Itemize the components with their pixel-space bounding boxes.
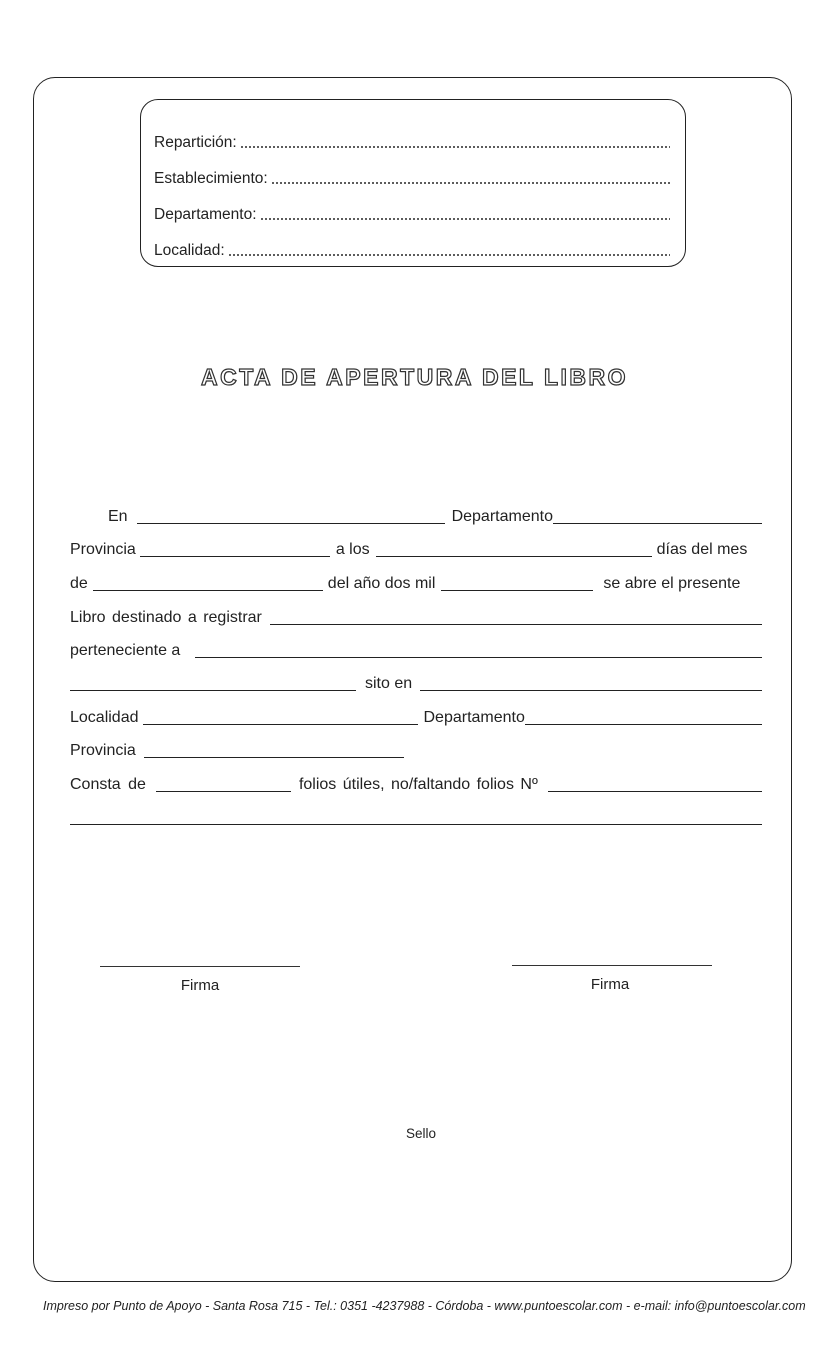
signature-line-right[interactable] bbox=[512, 965, 712, 966]
provincia-blank[interactable] bbox=[140, 555, 330, 557]
folios-faltantes-blank[interactable] bbox=[548, 790, 762, 792]
folios-blank[interactable] bbox=[156, 790, 291, 792]
dias-blank[interactable] bbox=[376, 555, 652, 557]
en-blank[interactable] bbox=[137, 522, 445, 524]
form-row-5 bbox=[70, 636, 762, 660]
dotted-line bbox=[260, 217, 670, 221]
dias-del-mes-label: días del mes bbox=[656, 541, 748, 558]
departamento-label: Departamento: bbox=[154, 206, 257, 223]
dotted-line bbox=[240, 145, 670, 149]
page-title: ACTA DE APERTURA DEL LIBRO bbox=[200, 364, 629, 390]
form-row-9 bbox=[70, 770, 762, 794]
a-los-label: a los bbox=[335, 541, 370, 558]
se-abre-label: se abre el presente bbox=[603, 575, 741, 592]
consta-de-label: Consta de bbox=[70, 776, 146, 793]
form-row-1 bbox=[70, 502, 762, 526]
folios-label: folios útiles, no/faltando folios Nº bbox=[298, 776, 538, 793]
departamento2-blank[interactable] bbox=[525, 723, 762, 725]
mes-blank[interactable] bbox=[93, 589, 323, 591]
departamento2-label: Departamento bbox=[423, 709, 525, 726]
dotted-line bbox=[228, 253, 670, 257]
provincia-label: Provincia bbox=[70, 541, 136, 558]
form-row-4 bbox=[70, 603, 762, 627]
form-row-10 bbox=[70, 803, 762, 827]
libro-destinado-label: Libro destinado a registrar bbox=[70, 609, 262, 626]
sito-en-label: sito en bbox=[365, 675, 413, 692]
localidad-label: Localidad bbox=[70, 709, 139, 726]
dotted-line bbox=[271, 181, 670, 185]
form-row-7 bbox=[70, 703, 762, 727]
localidad-label: Localidad: bbox=[154, 242, 225, 259]
form-row-3 bbox=[70, 569, 762, 593]
signature-line-left[interactable] bbox=[100, 966, 300, 967]
form-row-2 bbox=[70, 535, 762, 559]
provincia2-label: Provincia bbox=[70, 742, 136, 759]
provincia2-blank[interactable] bbox=[144, 756, 404, 758]
departamento-field[interactable] bbox=[154, 204, 670, 224]
registrar-blank[interactable] bbox=[270, 623, 762, 625]
reparticion-label: Repartición: bbox=[154, 134, 237, 151]
extra-blank[interactable] bbox=[70, 823, 762, 825]
establecimiento-blank[interactable] bbox=[70, 689, 356, 691]
en-label: En bbox=[108, 508, 128, 525]
departamento-label: Departamento bbox=[451, 508, 553, 525]
signature-label-right: Firma bbox=[590, 976, 630, 993]
establecimiento-label: Establecimiento: bbox=[154, 170, 268, 187]
form-row-8 bbox=[70, 736, 762, 760]
stamp-label: Sello bbox=[405, 1126, 437, 1141]
establecimiento-field[interactable] bbox=[154, 168, 670, 188]
departamento-blank[interactable] bbox=[553, 522, 762, 524]
anio-blank[interactable] bbox=[441, 589, 593, 591]
localidad-blank[interactable] bbox=[143, 723, 418, 725]
reparticion-field[interactable] bbox=[154, 132, 670, 152]
perteneciente-label: perteneciente a bbox=[70, 642, 181, 659]
form-row-6 bbox=[70, 669, 762, 693]
de-label: de bbox=[70, 575, 88, 592]
perteneciente-blank[interactable] bbox=[195, 656, 762, 658]
printer-footer: Impreso por Punto de Apoyo - Santa Rosa 715 - Tel.: 0351 -4237988 - Córdoba - www.puntoescolar.com - e-mail: info@puntoescolar.com bbox=[43, 1299, 806, 1313]
signature-label-left: Firma bbox=[180, 977, 220, 994]
del-anio-label: del año dos mil bbox=[327, 575, 436, 592]
localidad-field[interactable] bbox=[154, 240, 670, 260]
sito-en-blank[interactable] bbox=[420, 689, 762, 691]
